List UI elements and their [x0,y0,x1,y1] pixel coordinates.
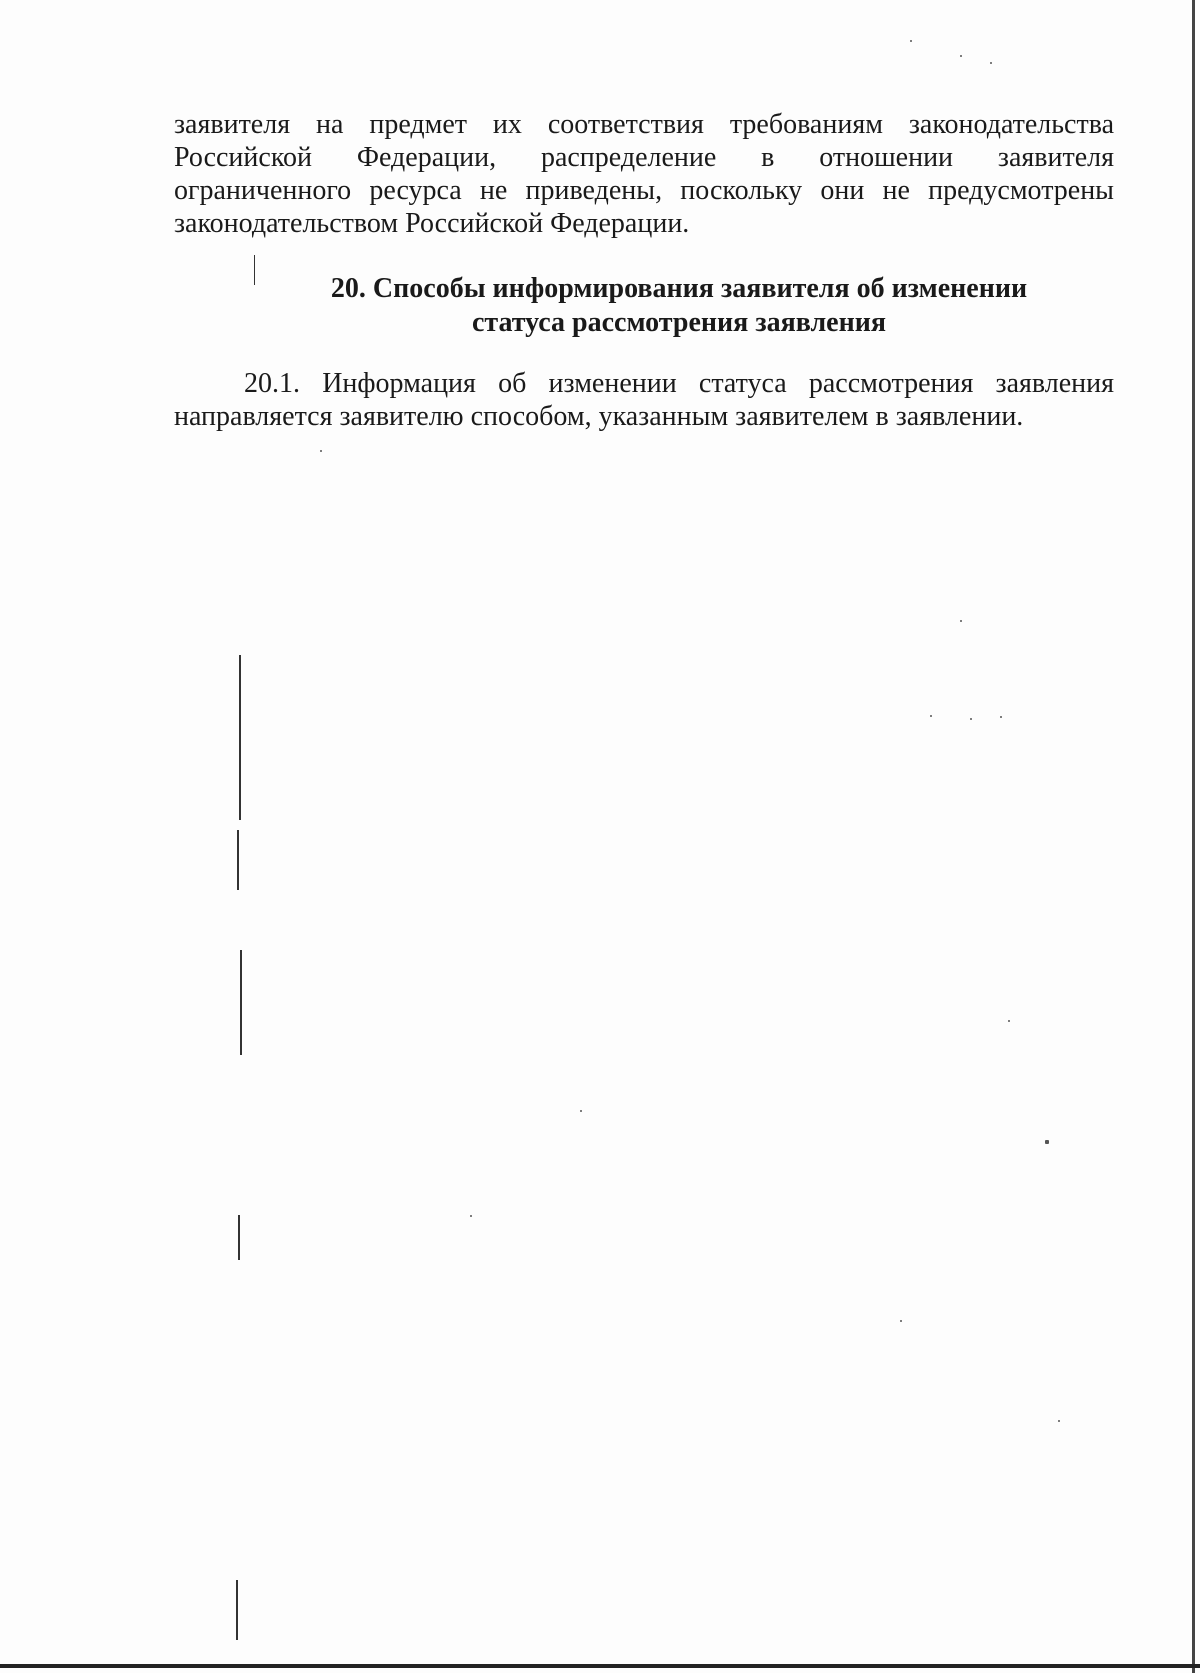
paragraph-line: ограниченного ресурса не приведены, поскольку они не предусмотрены [174,175,1114,206]
scan-speck [320,450,322,452]
clause-line: 20.1. Информация об изменении статуса рассмотрения заявления [244,368,1114,399]
scan-artifact-line [254,255,255,285]
scan-speck [990,62,992,64]
scan-speck [1058,1420,1060,1422]
scan-artifact-line [240,950,242,1055]
scan-speck [960,620,962,622]
scan-speck [970,718,972,720]
scan-speck [1045,1140,1049,1144]
paragraph-line: законодательством Российской Федерации. [174,208,690,239]
continued-paragraph [174,108,1114,240]
scan-speck [1000,716,1002,718]
clause-line: направляется заявителю способом, указанным заявителем в заявлении. [174,401,1024,432]
scan-artifact-line [237,830,239,890]
paragraph-line: заявителя на предмет их соответствия требованиям законодательства [174,109,1114,140]
scan-speck [910,40,912,42]
section-heading-line: статуса рассмотрения заявления [471,307,887,338]
clause-paragraph [174,367,1114,433]
section-heading-line: 20. Способы информирования заявителя об изменении [330,273,1028,304]
scan-artifact-line [238,1215,240,1260]
scan-artifact-line [236,1580,238,1640]
scan-edge-bottom [0,1664,1200,1668]
paragraph-line: Российской Федерации, распределение в отношении заявителя [174,142,1114,173]
scan-speck [1008,1020,1010,1022]
scan-speck [960,55,962,57]
scan-speck [900,1320,902,1322]
scan-speck [930,715,932,717]
scan-speck [470,1215,472,1217]
scan-speck [580,1110,582,1112]
scan-edge-right [1192,0,1195,1673]
section-heading [174,272,1184,340]
scan-artifact-line [239,655,241,820]
